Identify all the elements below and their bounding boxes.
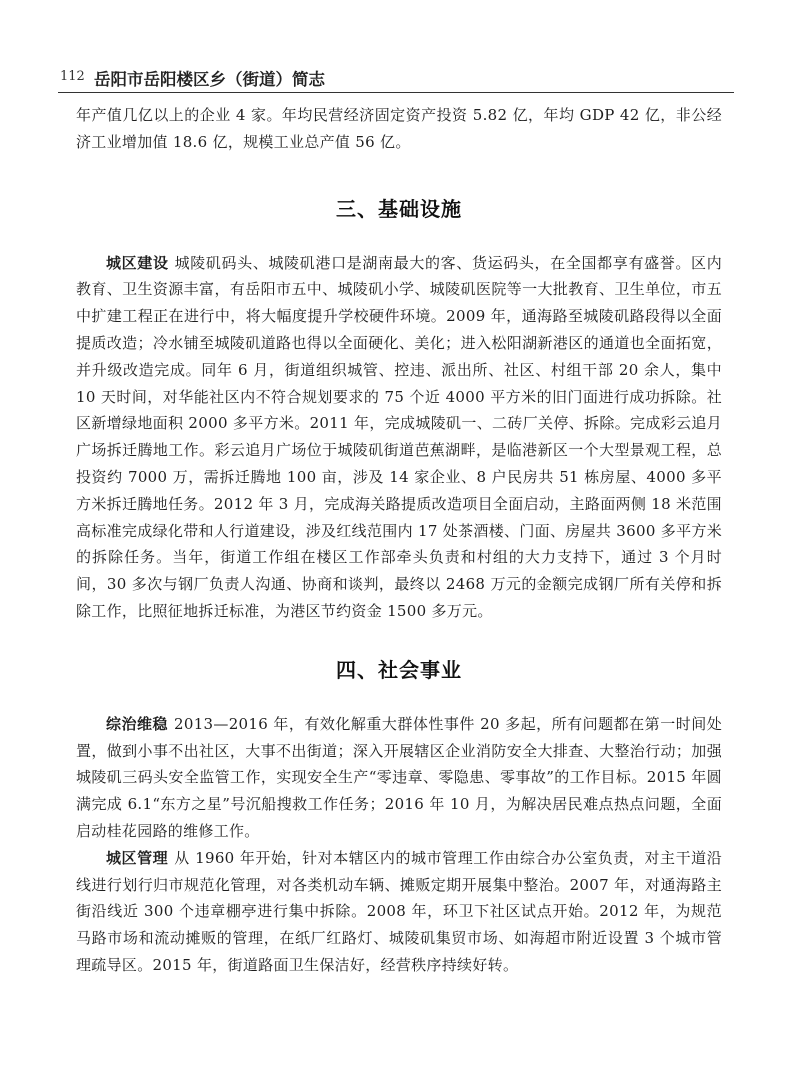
page-body	[76, 102, 722, 979]
intro-paragraph: 年产值几亿以上的企业 4 家。年均民营经济固定资产投资 5.82 亿，年均 GDP 42 亿，非公经济工业增加值 18.6 亿，规模工业总产值 56 亿。	[76, 106, 722, 151]
paragraph-stability	[76, 711, 722, 845]
paragraph-text-stability: 2013—2016 年，有效化解重大群体性事件 20 多起，所有问题都在第一时间处置，做到小事不出社区，大事不出街道；深入开展辖区企业消防安全大排查、大整治行动；加强城陵矶三码头安全监管工作，实现安全生产“零违章、零隐患、零事故”的工作目标。2015 年圆满完成 6.1“东方之星”号沉船搜救工作任务；2016 年 10 月，为解决居民难点热点问题，全面启动桂花园路的维修工作。	[76, 714, 723, 840]
paragraph-text-urban-construction: 城陵矶码头、城陵矶港口是湖南最大的客、货运码头，在全国都享有盛誉。区内教育、卫生资源丰富，有岳阳市五中、城陵矶小学、城陵矶医院等一大批教育、卫生单位，市五中扩建工程正在进行中，将大幅度提升学校硬件环境。2009 年，通海路至城陵矶路段得以全面提质改造；冷水铺至城陵矶道路也得以全面硬化、美化；进入松阳湖新港区的通道也全面拓宽，并升级改造完成。同年 6 月，街道组织城管、控违、派出所、社区、村组干部 20 余人，集中 10 天时间，对华能社区内不符合规划要求的 75 个近 4000 平方米的旧门面进行成功拆除。社区新增绿地面积 2000 多平方米。2011 年，完成城陵矶一、二砖厂关停、拆除。完成彩云追月广场拆迁腾地工作。彩云追月广场位于城陵矶街道芭蕉湖畔，是临港新区一个大型景观工程，总投资约 7000 万，需拆迁腾地 100 亩，涉及 14 家企业、8 户民房共 51 栋房屋、4000 多平方米拆迁腾地任务。2012 年 3 月，完成海关路提质改造项目全面启动，主路面两侧 18 米范围高标准完成绿化带和人行道建设，涉及红线范围内 17 处茶酒楼、门面、房屋共 3600 多平方米的拆除任务。当年，街道工作组在楼区工作部牵头负责和村组的大力支持下，通过 3 个月时间，30 多次与钢厂负责人沟通、协商和谈判，最终以 2468 万元的金额完成钢厂所有关停和拆除工作，比照征地拆迁标准，为港区节约资金 1500 多万元。	[76, 253, 722, 620]
page-number: 112	[60, 69, 85, 84]
paragraph-urban-construction	[76, 250, 722, 625]
paragraph-lead-stability: 综治维稳	[106, 714, 169, 733]
paragraph-lead-urban-construction: 城区建设	[106, 253, 169, 272]
paragraph-urban-management	[76, 845, 722, 979]
paragraph-lead-urban-management: 城区管理	[106, 848, 169, 867]
book-title: 岳阳市岳阳楼区乡（街道）简志	[94, 70, 325, 89]
paragraph-text-urban-management: 从 1960 年开始，针对本辖区内的城市管理工作由综合办公室负责，对主干道沿线进行划行归市规范化管理，对各类机动车辆、摊贩定期开展集中整治。2007 年，对通海路主街沿线近 300 个违章棚亭进行集中拆除。2008 年，环卫下社区试点开始。2012 年，为规范马路市场和流动摊贩的管理，在纸厂红路灯、城陵矶集贸市场、如海超市附近设置 3 个城市管理疏导区。2015 年，街道路面卫生保洁好，经营秩序持续好转。	[76, 848, 722, 974]
running-header	[58, 66, 734, 93]
section-heading-infrastructure: 三、基础设施	[336, 196, 462, 221]
section-heading-social-affairs: 四、社会事业	[336, 657, 462, 682]
